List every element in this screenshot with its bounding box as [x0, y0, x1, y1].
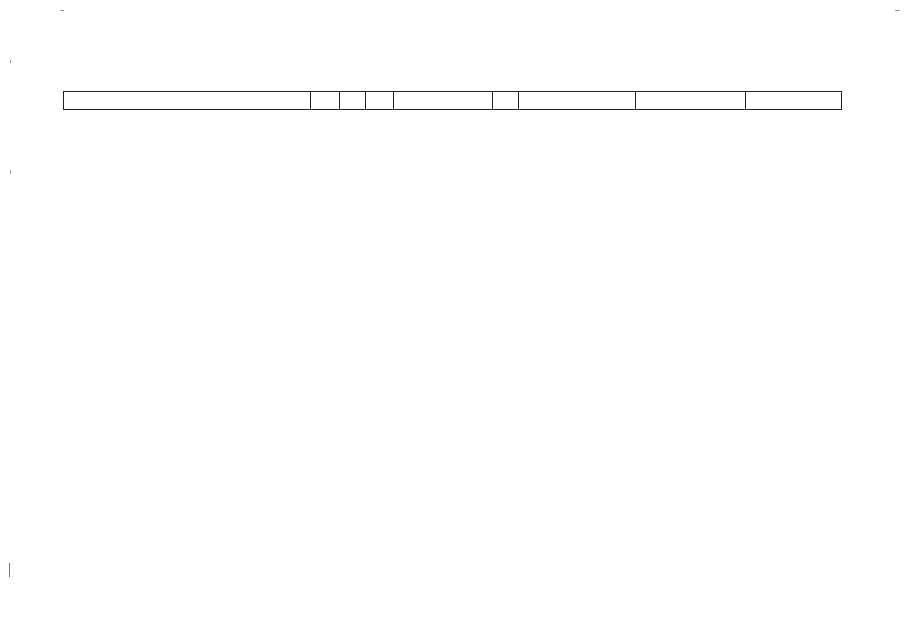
column-header [366, 92, 394, 110]
column-header [311, 92, 340, 110]
scan-speck [9, 563, 10, 577]
column-header [746, 92, 842, 110]
column-header [394, 92, 493, 110]
scan-speck [60, 10, 64, 11]
column-header [493, 92, 519, 110]
column-header [636, 92, 746, 110]
scan-speck [10, 170, 11, 174]
column-header-row [64, 92, 842, 110]
scan-speck [10, 60, 11, 63]
column-header [64, 92, 311, 110]
column-header [340, 92, 366, 110]
scan-speck [895, 10, 900, 11]
column-header [519, 92, 636, 110]
column-header-table [63, 91, 842, 110]
